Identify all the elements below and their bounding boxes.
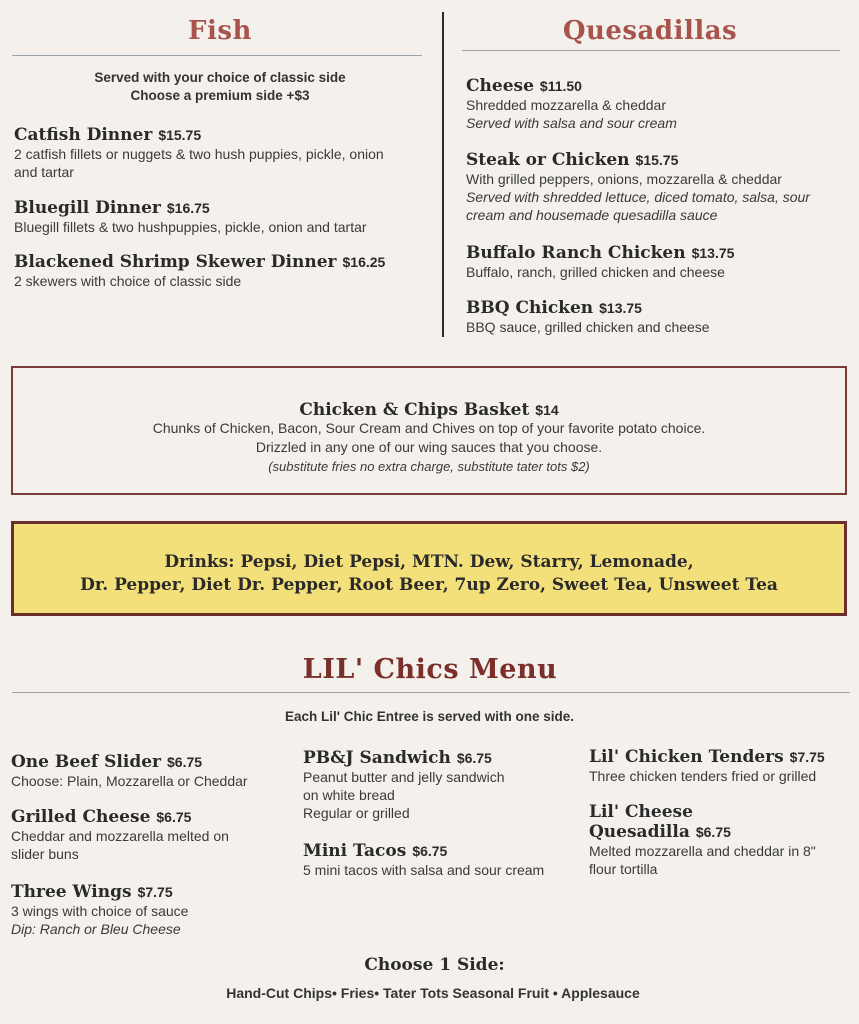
- quesadillas-divider: [462, 50, 840, 51]
- item-desc: Bluegill fillets & two hushpuppies, pickle, onion and tartar: [14, 219, 367, 235]
- kids-item-chicken-tenders: [589, 747, 857, 785]
- item-name: Steak or Chicken: [466, 150, 630, 170]
- item-desc: Three chicken tenders fried or grilled: [589, 768, 817, 784]
- item-desc: BBQ sauce, grilled chicken and cheese: [466, 319, 710, 335]
- item-desc: Cheddar and mozzarella melted on: [11, 828, 229, 844]
- item-desc: 5 mini tacos with salsa and sour cream: [303, 862, 545, 878]
- column-divider: [442, 12, 444, 337]
- item-price: $16.75: [166, 200, 210, 216]
- fish-divider: [12, 55, 422, 56]
- basket-substitution-note: (substitute fries no extra charge, substitute tater tots $2): [268, 459, 590, 474]
- item-desc: Melted mozzarella and cheddar in 8": [589, 843, 816, 859]
- fish-item-shrimp: [14, 252, 434, 290]
- item-name: BBQ Chicken: [466, 298, 594, 318]
- sides-title: Choose 1 Side:: [364, 955, 505, 975]
- kids-divider: [12, 692, 850, 693]
- item-price: $11.50: [539, 78, 582, 94]
- item-name: Buffalo Ranch Chicken: [466, 243, 686, 263]
- item-desc: Buffalo, ranch, grilled chicken and cheese: [466, 264, 725, 280]
- item-desc: 2 catfish fillets or nuggets & two hush puppies, pickle, onion: [14, 146, 384, 162]
- item-price: $13.75: [691, 245, 735, 261]
- quesadilla-item-cheese: [466, 76, 851, 132]
- basket-desc-line2: Drizzled in any one of our wing sauces that you choose.: [255, 439, 603, 455]
- item-name: Three Wings: [11, 882, 132, 902]
- item-name: Grilled Cheese: [11, 807, 151, 827]
- quesadilla-item-buffalo: [466, 243, 851, 281]
- item-price: $6.75: [167, 754, 203, 770]
- item-price: $7.75: [137, 884, 173, 900]
- kids-subtitle: Each Lil' Chic Entree is served with one side.: [284, 709, 575, 724]
- item-desc: slider buns: [11, 846, 79, 862]
- basket-name: Chicken & Chips Basket: [299, 400, 530, 420]
- item-name: Blackened Shrimp Skewer Dinner: [14, 252, 337, 272]
- item-name: Mini Tacos: [303, 841, 407, 861]
- fish-note-line1: Served with your choice of classic side: [94, 70, 346, 85]
- item-price: $16.25: [342, 254, 386, 270]
- item-desc: 3 wings with choice of sauce: [11, 903, 189, 919]
- item-price: $15.75: [635, 152, 679, 168]
- fish-item-catfish: [14, 125, 429, 181]
- item-name: One Beef Slider: [11, 752, 161, 772]
- item-name: PB&J Sandwich: [303, 748, 451, 768]
- item-desc: Peanut butter and jelly sandwich: [303, 769, 505, 785]
- item-name: Bluegill Dinner: [14, 198, 161, 218]
- quesadilla-item-bbq: [466, 298, 851, 336]
- item-price: $15.75: [158, 127, 202, 143]
- item-price: $7.75: [789, 749, 825, 765]
- item-desc: and tartar: [14, 164, 74, 180]
- kids-item-beef-slider: [11, 752, 296, 790]
- item-price: $6.75: [412, 843, 448, 859]
- item-name: Lil' Chicken Tenders: [589, 747, 784, 767]
- drinks-line1: Drinks: Pepsi, Diet Pepsi, MTN. Dew, Starry, Lemonade,: [164, 552, 694, 572]
- fish-item-bluegill: [14, 198, 429, 236]
- item-serving-note: cream and housemade quesadilla sauce: [466, 207, 718, 223]
- kids-item-mini-tacos: [303, 841, 583, 879]
- basket-box: [11, 366, 847, 495]
- quesadilla-item-steak-chicken: [466, 150, 851, 224]
- item-dip-note: Dip: Ranch or Bleu Cheese: [11, 921, 181, 937]
- kids-item-grilled-cheese: [11, 807, 296, 863]
- fish-side-note: [20, 69, 420, 105]
- drinks-box: [11, 521, 847, 616]
- fish-title: Fish: [188, 16, 252, 46]
- item-desc: Regular or grilled: [303, 805, 410, 821]
- item-price: $6.75: [456, 750, 492, 766]
- item-name: Catfish Dinner: [14, 125, 153, 145]
- fish-note-line2: Choose a premium side +$3: [130, 88, 310, 103]
- item-price: $6.75: [695, 824, 731, 840]
- item-serving-note: Served with shredded lettuce, diced tomato, salsa, sour: [466, 189, 810, 205]
- item-name: Cheese: [466, 76, 534, 96]
- basket-desc-line1: Chunks of Chicken, Bacon, Sour Cream and Chives on top of your favorite potato choice.: [152, 420, 706, 436]
- kids-item-pbj: [303, 748, 583, 822]
- item-desc: With grilled peppers, onions, mozzarella & cheddar: [466, 171, 782, 187]
- item-price: $6.75: [156, 809, 192, 825]
- item-name-line1: Lil' Cheese: [589, 802, 693, 822]
- item-price: $13.75: [599, 300, 642, 316]
- item-serving-note: Served with salsa and sour cream: [466, 115, 677, 131]
- item-desc: flour tortilla: [589, 861, 658, 877]
- item-desc: Choose: Plain, Mozzarella or Cheddar: [11, 773, 248, 789]
- sides-list: Hand-Cut Chips• Fries• Tater Tots Seasonal Fruit • Applesauce: [226, 985, 640, 1001]
- kids-menu-title: LIL' Chics Menu: [302, 654, 558, 685]
- kids-item-three-wings: [11, 882, 296, 938]
- basket-price: $14: [535, 402, 559, 418]
- item-desc: 2 skewers with choice of classic side: [14, 273, 242, 289]
- kids-item-cheese-quesadilla: [589, 802, 857, 878]
- item-name-line2: Quesadilla: [589, 822, 690, 842]
- item-desc: Shredded mozzarella & cheddar: [466, 97, 667, 113]
- quesadillas-title: Quesadillas: [562, 16, 738, 46]
- drinks-line2: Dr. Pepper, Diet Dr. Pepper, Root Beer, 7up Zero, Sweet Tea, Unsweet Tea: [80, 575, 778, 595]
- item-desc: on white bread: [303, 787, 395, 803]
